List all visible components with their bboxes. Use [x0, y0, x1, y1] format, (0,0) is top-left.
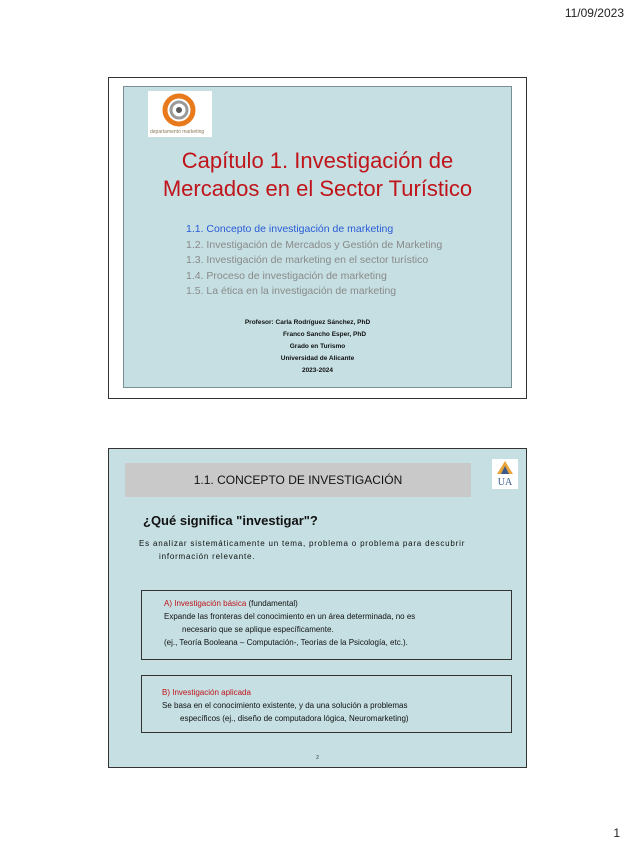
question-definition [139, 537, 504, 563]
applied-research-title: B) Investigación aplicada [162, 688, 251, 697]
slide-2-header: 1.1. CONCEPTO DE INVESTIGACIÓN [125, 463, 471, 497]
credits-professor-2: Franco Sancho Esper, PhD [282, 331, 367, 338]
basic-research-title-red: A) Investigación básica [164, 599, 247, 608]
toc-item-2: 1.2. Investigación de Mercados y Gestión de Marketing [186, 238, 443, 251]
credits-year: 2023-2024 [301, 367, 334, 374]
basic-research-line-3: (ej., Teoría Booleana – Computación-, Teorías de la Psicología, etc.). [164, 638, 408, 647]
slide-number: 2 [316, 755, 319, 761]
definition-line-2: información relevante. [159, 552, 256, 561]
title-line-2: Mercados en el Sector Turístico [162, 176, 473, 201]
applied-research-line-1: Se basa en el conocimiento existente, y da una solución a problemas [162, 701, 408, 710]
slide-1-title [124, 147, 511, 203]
marketing-logo-icon [162, 93, 196, 127]
credits-professor: Profesor: Carla Rodríguez Sánchez, PhD [244, 319, 371, 326]
credits-university: Universidad de Alicante [280, 355, 355, 362]
ua-logo-text: UA [497, 477, 513, 488]
toc-item-1: 1.1. Concepto de investigación de marketing [186, 223, 394, 235]
print-date: 11/09/2023 [564, 6, 624, 20]
toc-item-3: 1.3. Investigación de marketing en el sector turístico [186, 254, 429, 266]
department-logo [148, 91, 212, 137]
toc-item-5: 1.5. La ética en la investigación de marketing [186, 285, 397, 297]
basic-research-box [141, 590, 512, 660]
basic-research-line-2: necesario que se aplique específicamente. [182, 625, 334, 634]
question-heading: ¿Qué significa "investigar"? [143, 513, 318, 528]
basic-research-title-suffix: (fundamental) [246, 599, 298, 608]
title-line-1: Capítulo 1. Investigación de [181, 148, 454, 173]
credits [124, 317, 511, 377]
ua-logo [492, 459, 518, 489]
table-of-contents [186, 222, 442, 300]
ua-emblem-icon [492, 459, 518, 477]
slide-1 [108, 77, 527, 399]
logo-text: departamento marketing [150, 129, 205, 135]
page-number: 1 [613, 826, 620, 840]
definition-line-1: Es analizar sistemáticamente un tema, problema o problema para descubrir [139, 539, 466, 548]
applied-research-box [141, 675, 512, 733]
credits-degree: Grado en Turismo [289, 343, 346, 350]
slide-2 [108, 448, 527, 768]
toc-item-4: 1.4. Proceso de investigación de marketing [186, 269, 387, 282]
applied-research-line-2: específicos (ej., diseño de computadora lógica, Neuromarketing) [180, 714, 409, 723]
slide-1-panel [123, 86, 512, 388]
basic-research-title [164, 597, 501, 610]
basic-research-line-1: Expande las fronteras del conocimiento en un área determinada, no es [164, 612, 416, 621]
